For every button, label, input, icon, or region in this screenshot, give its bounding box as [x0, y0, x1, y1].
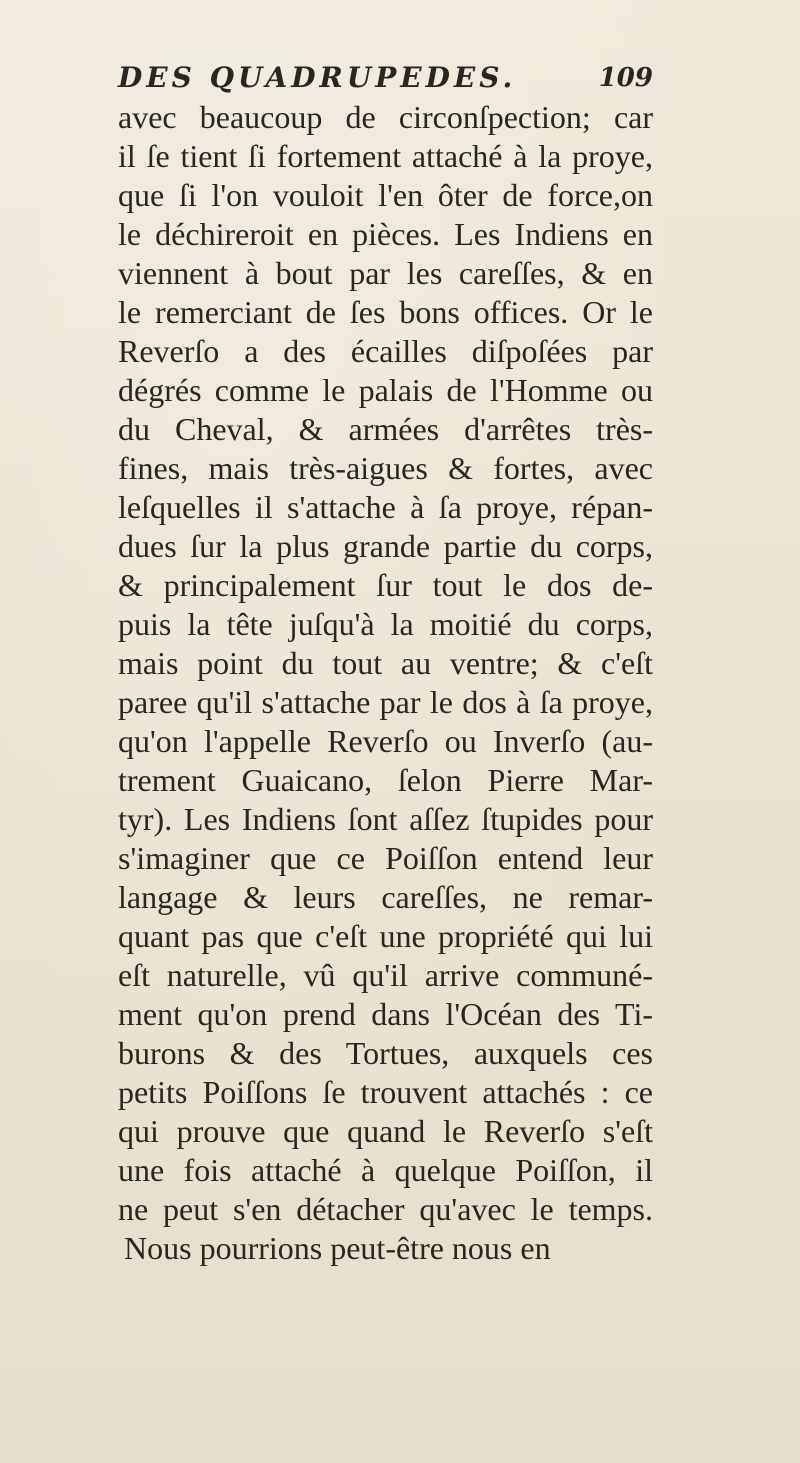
text-line: il ſe tient ſi fortement attaché à la proye,	[118, 138, 653, 174]
text-line: du Cheval, & armées d'arrêtes très-	[118, 411, 653, 447]
text-line: le déchireroit en pièces. Les Indiens en	[118, 216, 653, 252]
text-line: qui prouve que quand le Reverſo s'eſt	[118, 1113, 653, 1149]
running-head: DES QUADRUPEDES.	[118, 61, 517, 94]
text-line: avec beaucoup de circonſpection; car	[118, 99, 653, 135]
text-line: dues ſur la plus grande partie du corps,	[118, 528, 653, 564]
text-line: burons & des Tortues, auxquels ces	[118, 1035, 653, 1071]
text-line: petits Poiſſons ſe trouvent attachés : ce	[118, 1074, 653, 1110]
text-line: une fois attaché à quelque Poiſſon, il	[118, 1152, 653, 1188]
text-line: dégrés comme le palais de l'Homme ou	[118, 372, 653, 408]
text-line: quant pas que c'eſt une propriété qui lui	[118, 918, 653, 954]
text-line: mais point du tout au ventre; & c'eſt	[118, 645, 653, 681]
text-line: que ſi l'on vouloit l'en ôter de force,on	[118, 177, 653, 213]
text-line: langage & leurs careſſes, ne remar-	[118, 879, 653, 915]
text-line: ment qu'on prend dans l'Océan des Ti-	[118, 996, 653, 1032]
page-number: 109	[598, 63, 653, 93]
text-line: qu'on l'appelle Reverſo ou Inverſo (au-	[118, 723, 653, 759]
text-line: & principalement ſur tout le dos de-	[118, 567, 653, 603]
text-line: Reverſo a des écailles diſpoſées par	[118, 333, 653, 369]
text-line: Nous pourrions peut-être nous en	[124, 1230, 551, 1266]
text-line: ne peut s'en détacher qu'avec le temps.	[118, 1191, 653, 1227]
text-line: paree qu'il s'attache par le dos à ſa proye,	[118, 684, 653, 720]
text-line: viennent à bout par les careſſes, & en	[118, 255, 653, 291]
text-line: leſquelles il s'attache à ſa proye, répan-	[118, 489, 653, 525]
text-line: puis la tête juſqu'à la moitié du corps,	[118, 606, 653, 642]
text-line: trement Guaicano, ſelon Pierre Mar-	[118, 762, 653, 798]
text-line: s'imaginer que ce Poiſſon entend leur	[118, 840, 653, 876]
text-line: tyr). Les Indiens ſont aſſez ſtupides pour	[118, 801, 653, 837]
page-header	[118, 60, 653, 96]
body-text	[118, 98, 653, 1268]
text-line: fines, mais très-aigues & fortes, avec	[118, 450, 653, 486]
text-line: eſt naturelle, vû qu'il arrive communé-	[118, 957, 653, 993]
text-line: le remerciant de ſes bons offices. Or le	[118, 294, 653, 330]
